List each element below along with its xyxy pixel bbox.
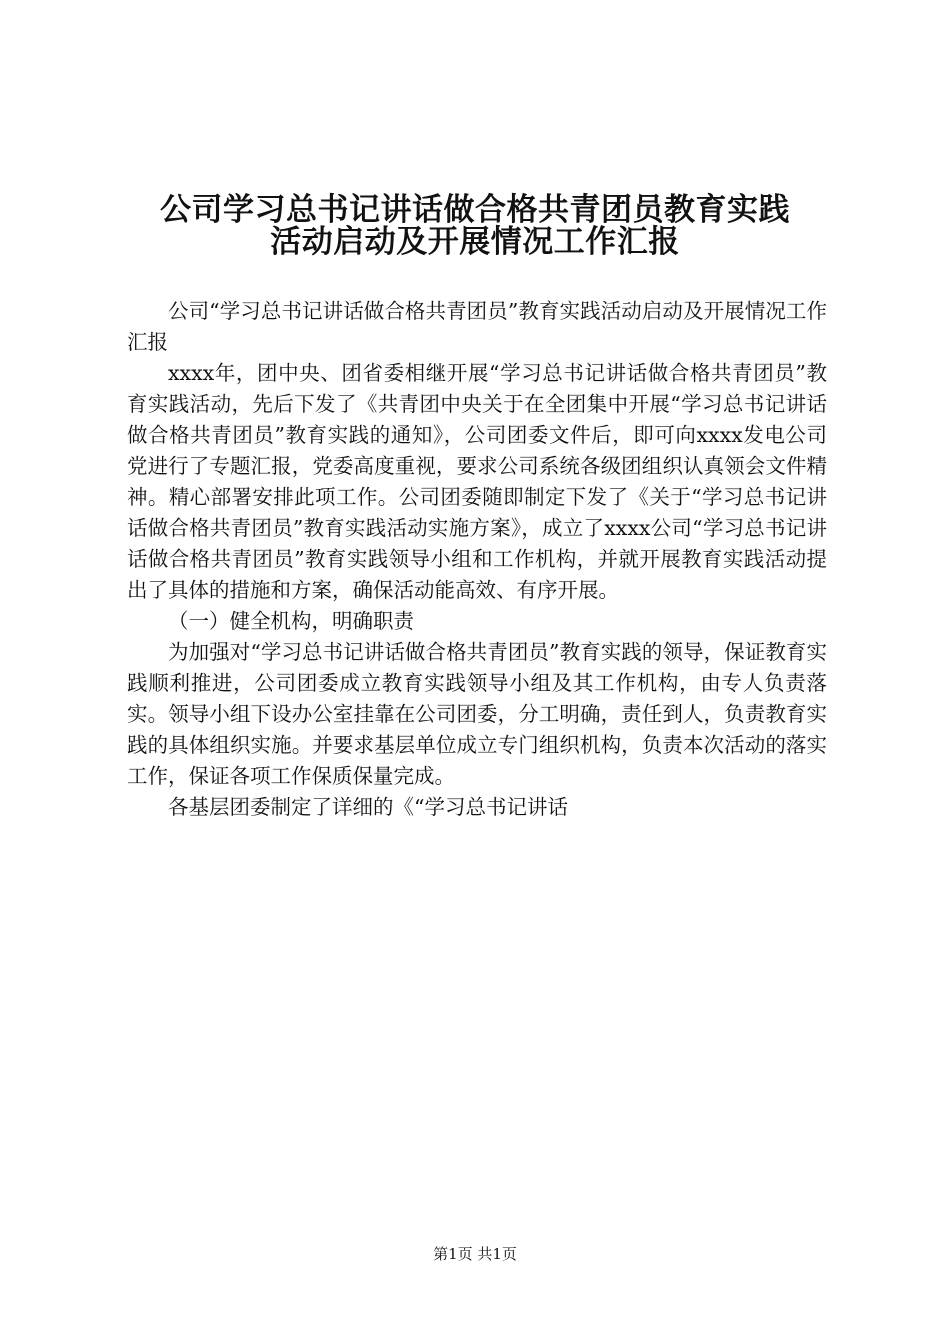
paragraph-organization: 为加强对“学习总书记讲话做合格共青团员”教育实践的领导，保证教育实践顺利推进，公司团委成立教育实践领导小组及其工作机构，由专人负责落实。领导小组下设办公室挂靠在公司团委，分工明确，责任到人，负责教育实践的具体组织实施。并要求基层单位成立专门组织机构，负责本次活动的落实工作，保证各项工作保质保量完成。 — [127, 640, 827, 788]
document-body — [127, 296, 827, 823]
paragraph-background: xxxx年，团中央、团省委相继开展“学习总书记讲话做合格共青团员”教育实践活动，先后下发了《共青团中央关于在全团集中开展“学习总书记讲话做合格共青团员”教育实践的通知》，公司团委文件后，即可向xxxx发电公司党进行了专题汇报，党委高度重视，要求公司系统各级团组织认真领会文件精神。精心部署安排此项工作。公司团委随即制定下发了《关于“学习总书记讲话做合格共青团员”教育实践活动实施方案》，成立了xxxx公司“学习总书记讲话做合格共青团员”教育实践领导小组和工作机构，并就开展教育实践活动提出了具体的措施和方案，确保活动能高效、有序开展。 — [127, 361, 827, 602]
page-footer: 第1页 共1页 — [433, 1245, 517, 1263]
paragraph-subtitle: 公司“学习总书记讲话做合格共青团员”教育实践活动启动及开展情况工作汇报 — [127, 299, 827, 354]
paragraph-continued: 各基层团委制定了详细的《“学习总书记讲话 — [168, 795, 568, 819]
document-title-line-2: 活动启动及开展情况工作汇报 — [270, 224, 680, 260]
section-heading-1: （一）健全机构，明确职责 — [168, 609, 414, 633]
document-title-line-1: 公司学习总书记讲话做合格共青团员教育实践 — [160, 192, 790, 228]
